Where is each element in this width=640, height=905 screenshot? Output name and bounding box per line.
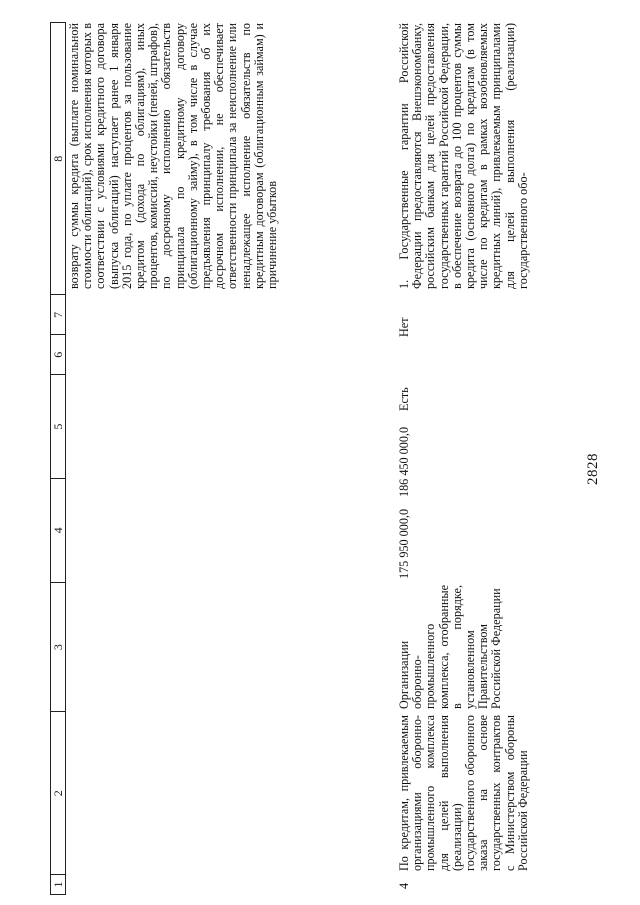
- row4-recourse: Есть: [397, 387, 411, 411]
- row4-amount-2015: 175 950 000,0: [397, 508, 411, 579]
- header-col-2: 2: [51, 711, 65, 874]
- header-col-7: 7: [51, 294, 65, 334]
- row4-credit-type: По кредитам, привлекаемым организациями оборонно-промышленного комплекса для целей выполнения (реализации) государственного оборонного заказа на основе государственных контрактов с Министерством обороны Российской Федерации: [397, 715, 530, 871]
- row4-principal: Организации оборонно-промышленного комплекса, отобранные в порядке, установленном Правительством Российской Федерации: [397, 585, 504, 709]
- table-header-row: [50, 22, 66, 895]
- row4-collateral: Нет: [397, 317, 411, 337]
- row4-amount-2016: 186 450 000,0: [397, 426, 411, 497]
- header-col-6: 6: [51, 334, 65, 374]
- header-col-3: 3: [51, 582, 65, 712]
- row4-number: 4: [397, 882, 411, 889]
- header-col-1: 1: [51, 874, 65, 894]
- page-number: 2828: [585, 453, 601, 485]
- continuation-col8: возврату суммы кредита (выплате номинальной стоимости облигаций), срок исполнения которых в соответствии с условиями кредитного договора (выпуска облигаций) наступает ранее 1 января 2015 года, по уплате процентов за пользование кредитом (дохода по облигациям), иных процентов, комиссий, неустойки (пеней, штрафов), по досрочному исполнению обязательств принципала по кредитному договору (облигационному займу), в том числе в случае предъявления принципалу требования об их досрочном исполнении, не обеспечивает ответственности принципала за неисполнение или ненадлежащее исполнение обязательств по кредитным договорам (облигационным займам) и причинение убытков: [67, 23, 280, 289]
- header-col-8: 8: [51, 155, 65, 162]
- row4-conditions: 1. Государственные гарантии Российской Федерации предоставляются Внешэкономбанку, российским банкам для целей предоставления государственных гарантий Российской Федерации, в обеспечение возврата до 100 процентов суммы кредита (основного долга) по кредитам (в том числе по кредитам в рамках возобновляемых кредитных линий), привлекаемым принципалами для целей выполнения (реализации) государственного обо-: [397, 23, 530, 289]
- header-col-4: 4: [51, 478, 65, 582]
- header-col-5: 5: [51, 374, 65, 478]
